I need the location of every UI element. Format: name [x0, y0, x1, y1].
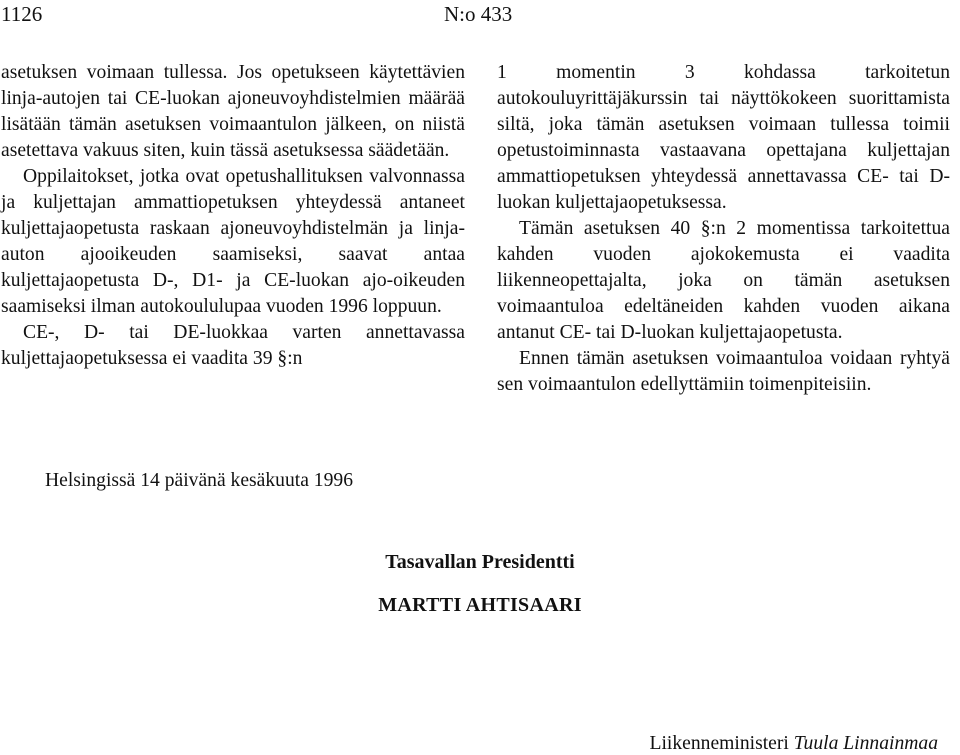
paragraph: Tämän asetuksen 40 §:n 2 momentissa tarkoitettua kahden vuoden ajokokemusta ei vaadita liikenneopettajalta, joka on tämän asetuksen voimaantuloa edeltäneiden kahden vuoden aikana antanut CE- tai D-luokan kuljettajaopetusta.: [497, 218, 950, 343]
president-name: MARTTI AHTISAARI: [378, 594, 582, 616]
paragraph: Oppilaitokset, jotka ovat opetushallituksen valvonnassa ja kuljettajan ammattiopetuksen yhteydessä antaneet kuljettajaopetusta raskaan ajoneuvoyhdistelmän ja linja-auton ajooikeuden saamiseksi, saavat antaa kuljettajaopetusta D-, D1- ja CE-luokan ajo-oikeuden saamiseksi ilman autokoululupaa vuoden 1996 loppuun.: [1, 166, 465, 317]
minister-name: Tuula Linnainmaa: [793, 733, 938, 754]
minister-signature: [650, 733, 938, 755]
right-column: [497, 60, 950, 398]
paragraph: asetuksen voimaan tullessa. Jos opetukseen käytettävien linja-autojen tai CE-luokan ajoneuvoyhdistelmien määrää lisätään tämän asetuksen voimaantulon jälkeen, on niistä asetettava vakuus siten, kuin tässä asetuksessa säädetään.: [1, 62, 465, 161]
issue-number: N:o 433: [444, 2, 513, 26]
place-date: Helsingissä 14 päivänä kesäkuuta 1996: [45, 470, 353, 491]
paragraph: Ennen tämän asetuksen voimaantuloa voidaan ryhtyä sen voimaantulon edellyttämiin toimenpiteisiin.: [497, 348, 950, 395]
minister-title: Liikenneministeri: [649, 733, 789, 754]
paragraph: CE-, D- tai DE-luokkaa varten annettavassa kuljettajaopetuksessa ei vaadita 39 §:n: [1, 322, 465, 369]
page-number: 1126: [1, 2, 43, 26]
president-title: Tasavallan Presidentti: [385, 551, 575, 573]
paragraph: 1 momentin 3 kohdassa tarkoitetun autokouluyrittäjäkurssin tai näyttökokeen suorittamista siltä, joka tämän asetuksen voimaan tullessa toimii opetustoiminnasta vastaavana opettajana kuljettajan ammattiopetuksen yhteydessä annettavassa CE- tai D-luokan kuljettajaopetuksessa.: [497, 62, 950, 213]
left-column: [1, 60, 465, 372]
